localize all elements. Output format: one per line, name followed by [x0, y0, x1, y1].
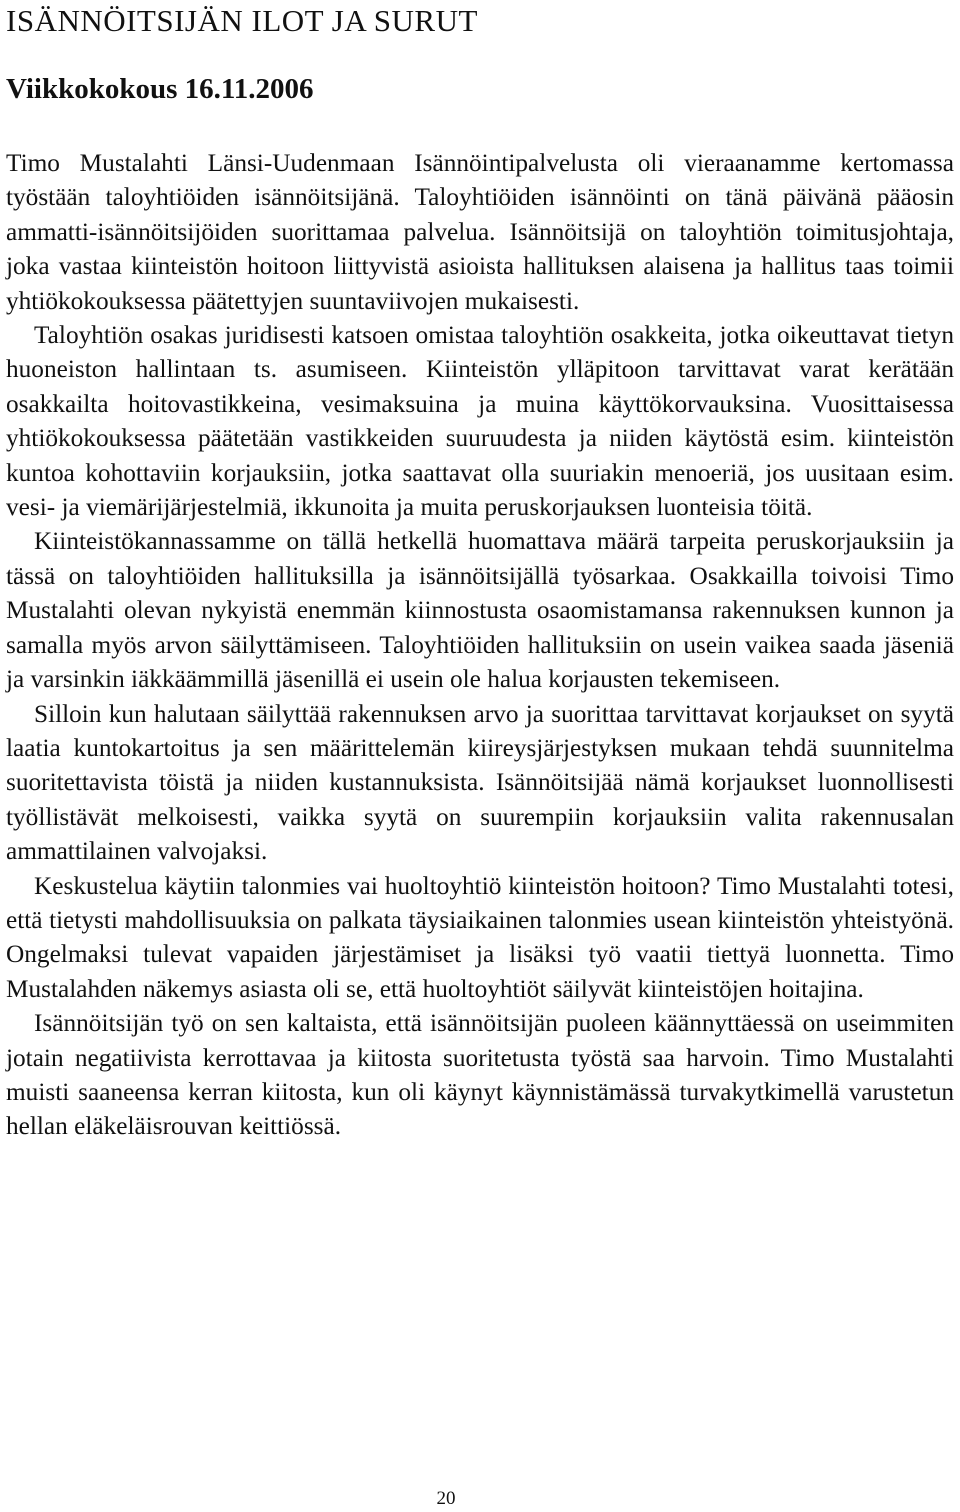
page-number: 20: [436, 1488, 456, 1509]
paragraph: Kiinteistökannassamme on tällä hetkellä huomattava määrä tarpeita peruskorjauksiin ja tässä on taloyhtiöiden hallituksilla ja isännöitsijällä työsarkaa. Osakkailla toivoisi Timo Mustalahti olevan nykyistä enemmän kiinnostusta osaomistamansa rakennuksen kunnon ja samalla myös arvon säilyttämiseen. Taloyhtiöiden hallituksiin on usein vaikea saada jäseniä ja varsinkin iäkkäämmillä jäsenillä ei usein ole halua korjausten tekemiseen.: [6, 527, 954, 694]
paragraph: Timo Mustalahti Länsi-Uudenmaan Isännöintipalvelusta oli vieraanamme kertomassa työstään taloyhtiöiden isännöitsijänä. Taloyhtiöiden isännöinti on tänä päivänä pääosin ammatti-isännöitsijöiden suorittamaa palvelua. Isännöitsijä on taloyhtiön toimitusjohtaja, joka vastaa kiinteistön hoitoon liittyvistä asioista hallituksen alaisena ja hallitus taas toimii yhtiökokouksessa päätettyjen suuntaviivojen mukaisesti.: [6, 149, 954, 315]
meeting-heading: Viikkokokous 16.11.2006: [6, 73, 314, 105]
paragraph: Silloin kun halutaan säilyttää rakennuksen arvo ja suorittaa tarvittavat korjaukset on syytä laatia kuntokartoitus ja sen määrittelemän kiireysjärjestyksen mukaan tehdä suunnitelma suoritettavista töistä ja niiden kustannuksista. Isännöitsijää nämä korjaukset luonnollisesti työllistävät melkoisesti, vaikka syytä on suurempiin korjauksiin valita rakennusalan ammattilainen valvojaksi.: [6, 699, 954, 866]
article-body: [6, 146, 954, 1144]
paragraph: Isännöitsijän työ on sen kaltaista, että isännöitsijän puoleen käännyttäessä on useimmiten jotain negatiivista kerrottavaa ja kiitosta suoritetusta työstä saa harvoin. Timo Mustalahti muisti saaneensa kerran kiitosta, kun oli käynyt käynnistämässä turvakytkimellä varustetun hellan eläkeläisrouvan keittiössä.: [6, 1009, 954, 1141]
paragraph: Keskustelua käytiin talonmies vai huoltoyhtiö kiinteistön hoitoon? Timo Mustalahti totesi, että tietysti mahdollisuuksia on palkata täysiaikainen talonmies usean kiinteistön yhteistyönä. Ongelmaksi tulevat vapaiden järjestämiset ja lisäksi työ vaatii tiettyä luonnetta. Timo Mustalahden näkemys asiasta oli se, että huoltoyhtiöt säilyvät kiinteistöjen hoitajina.: [6, 871, 954, 1003]
paragraph: Taloyhtiön osakas juridisesti katsoen omistaa taloyhtiön osakkeita, jotka oikeuttavat tietyn huoneiston hallintaan ts. asumiseen. Kiinteistön ylläpitoon tarvittavat varat kerätään osakkailta hoitovastikkeina, vesimaksuina ja muina käyttökorvauksina. Vuosittaisessa yhtiökokouksessa päätetään vastikkeiden suuruudesta ja niiden käytöstä esim. kiinteistön kuntoa kohottaviin korjauksiin, jotka saattavat olla suuriakin menoeriä, jos uusitaan esim. vesi- ja viemärijärjestelmiä, ikkunoita ja muita peruskorjauksen luonteisia töitä.: [6, 321, 954, 522]
document-header: ISÄNNÖITSIJÄN ILOT JA SURUT: [6, 3, 478, 38]
